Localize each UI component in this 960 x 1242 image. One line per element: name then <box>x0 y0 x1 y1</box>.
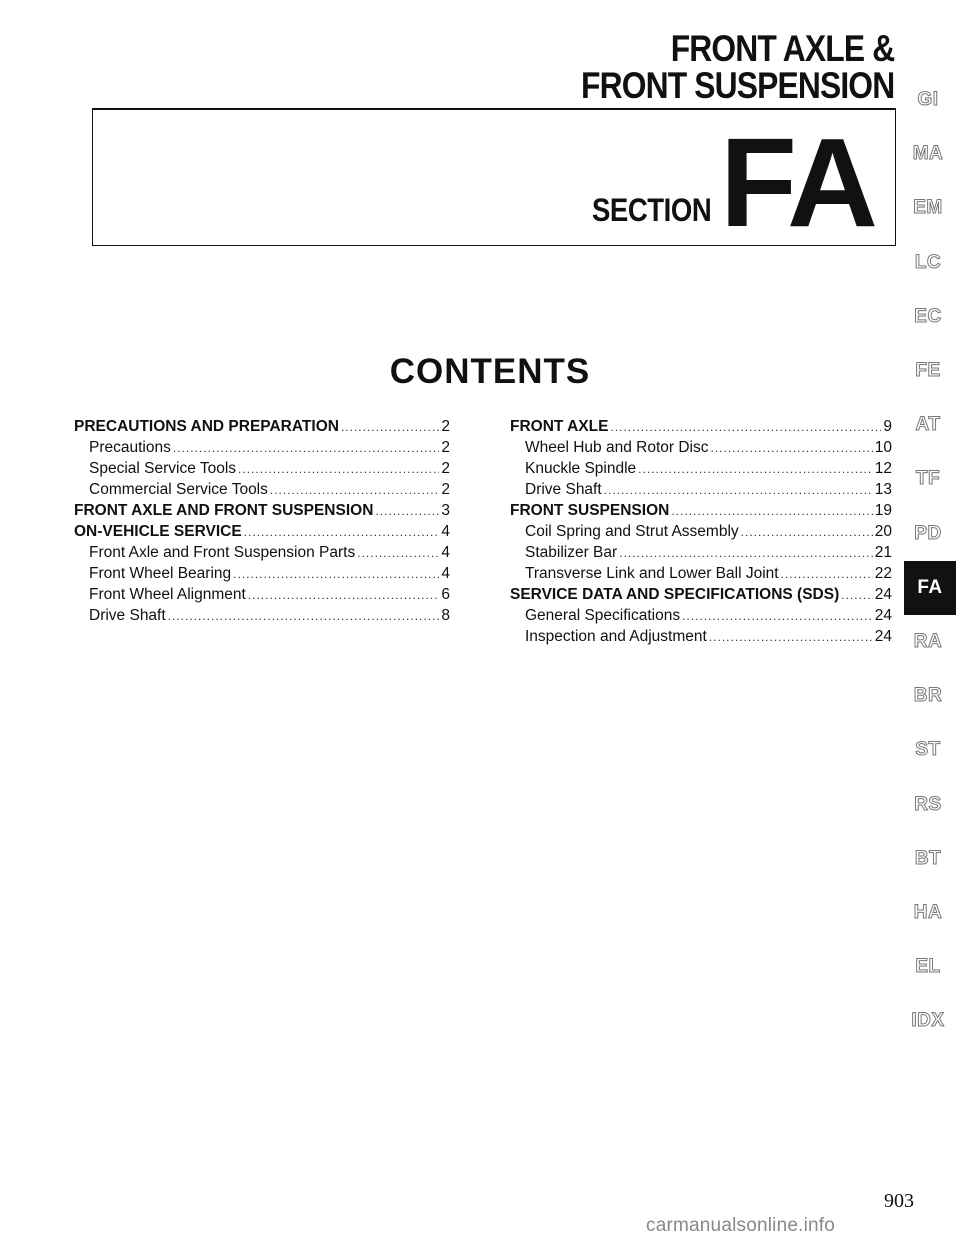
watermark: carmanualsonline.info <box>646 1215 836 1236</box>
toc-entry-title: SERVICE DATA AND SPECIFICATIONS (SDS) <box>510 586 840 603</box>
toc-entry-title: Precautions <box>89 439 171 456</box>
toc-leader-dots <box>682 609 873 623</box>
section-title-line-2: FRONT SUSPENSION <box>580 65 894 106</box>
section-tab-lc[interactable]: LC <box>914 251 942 273</box>
toc-entry-page: 4 <box>441 544 450 561</box>
section-title-line-1: FRONT AXLE & <box>670 28 894 69</box>
toc-entry-title: Commercial Service Tools <box>89 481 268 498</box>
toc-entry-title: FRONT AXLE AND FRONT SUSPENSION <box>74 502 374 519</box>
toc-entry[interactable] <box>510 502 892 523</box>
toc-entry-page: 12 <box>874 460 892 477</box>
toc-leader-dots <box>270 483 439 497</box>
toc-entry-title: Knuckle Spindle <box>525 460 637 477</box>
section-tab-ha[interactable]: HA <box>913 902 943 923</box>
toc-entry-page: 22 <box>874 565 892 582</box>
toc-entry-title: Inspection and Adjustment <box>525 628 707 645</box>
toc-entry[interactable] <box>74 439 450 460</box>
toc-leader-dots <box>238 462 439 476</box>
toc-entry-title: PRECAUTIONS AND PREPARATION <box>74 418 339 435</box>
toc-entry-title: Wheel Hub and Rotor Disc <box>525 439 709 456</box>
toc-entry[interactable] <box>74 460 450 481</box>
section-tab-ma[interactable]: MA <box>912 143 944 165</box>
toc-leader-dots <box>741 525 873 539</box>
section-tab-fe[interactable]: FE <box>915 360 941 381</box>
section-tab-gi[interactable]: GI <box>917 89 939 110</box>
toc-entry-page: 4 <box>441 565 450 582</box>
toc-entry-page: 24 <box>874 607 892 624</box>
section-tab-br[interactable]: BR <box>913 685 943 707</box>
section-tab-ra[interactable]: RA <box>913 631 943 652</box>
toc-entry[interactable] <box>74 586 450 607</box>
toc-entry[interactable] <box>510 628 892 649</box>
toc-entry[interactable] <box>74 523 450 544</box>
toc-leader-dots <box>341 420 439 434</box>
section-tab-rs[interactable]: RS <box>914 793 942 815</box>
toc-entry-page: 20 <box>874 523 892 540</box>
toc-entry-page: 13 <box>874 481 892 498</box>
section-tab-el[interactable]: EL <box>915 956 941 978</box>
toc-entry[interactable] <box>510 481 892 502</box>
toc-entry-page: 9 <box>883 418 892 435</box>
section-tab-em[interactable]: EM <box>913 197 943 219</box>
toc-leader-dots <box>638 462 873 476</box>
toc-entry-title: Transverse Link and Lower Ball Joint <box>525 565 779 582</box>
toc-leader-dots <box>619 546 873 560</box>
toc-entry-page: 21 <box>874 544 892 561</box>
toc-entry[interactable] <box>74 502 450 523</box>
toc-entry-title: ON-VEHICLE SERVICE <box>74 523 242 540</box>
toc-entry-title: Coil Spring and Strut Assembly <box>525 523 739 540</box>
toc-leader-dots <box>248 588 440 602</box>
section-tab-at[interactable]: AT <box>915 414 941 436</box>
toc-entry-page: 2 <box>441 460 450 477</box>
toc-entry[interactable] <box>74 565 450 586</box>
section-code: FA <box>720 112 876 253</box>
toc-entry-page: 3 <box>441 502 450 519</box>
section-label: SECTION <box>592 192 712 228</box>
toc-entry-title: FRONT AXLE <box>510 418 609 435</box>
toc-entry-title: Drive Shaft <box>525 481 602 498</box>
toc-entry[interactable] <box>510 418 892 439</box>
toc-entry-page: 2 <box>441 439 450 456</box>
toc-entry-title: Stabilizer Bar <box>525 544 618 561</box>
toc-entry-title: Drive Shaft <box>89 607 166 624</box>
toc-entry-title: FRONT SUSPENSION <box>510 502 670 519</box>
section-tab-tf[interactable]: TF <box>915 468 941 490</box>
toc-leader-dots <box>781 567 873 581</box>
toc-entry[interactable] <box>74 481 450 502</box>
toc-leader-dots <box>244 525 440 539</box>
toc-entry[interactable] <box>74 544 450 565</box>
toc-entry-title: Front Axle and Front Suspension Parts <box>89 544 356 561</box>
toc-entry[interactable] <box>510 439 892 460</box>
toc-leader-dots <box>173 441 440 455</box>
toc-entry-title: Special Service Tools <box>89 460 237 477</box>
toc-entry-page: 19 <box>874 502 892 519</box>
toc-entry[interactable] <box>510 607 892 628</box>
toc-leader-dots <box>375 504 439 518</box>
section-title <box>581 30 894 104</box>
toc-entry-page: 2 <box>441 481 450 498</box>
toc-leader-dots <box>357 546 439 560</box>
section-tab-fa[interactable]: FA <box>904 561 956 615</box>
toc-entry[interactable] <box>510 565 892 586</box>
toc-entry-page: 24 <box>874 628 892 645</box>
toc-entry-page: 10 <box>874 439 892 456</box>
toc-entry[interactable] <box>510 460 892 481</box>
section-tab-bt[interactable]: BT <box>914 847 942 869</box>
toc-entry-page: 6 <box>441 586 450 603</box>
toc-entry[interactable] <box>510 523 892 544</box>
toc-entry[interactable] <box>510 586 892 607</box>
toc-entry-page: 24 <box>874 586 892 603</box>
toc-leader-dots <box>711 441 873 455</box>
section-tab-idx[interactable]: IDX <box>911 1010 945 1032</box>
toc-leader-dots <box>610 420 881 434</box>
toc-entry-title: Front Wheel Alignment <box>89 586 246 603</box>
toc-entry[interactable] <box>510 544 892 565</box>
toc-leader-dots <box>671 504 872 518</box>
page-number: 903 <box>884 1190 914 1212</box>
contents-heading: CONTENTS <box>389 352 591 391</box>
toc-right-column <box>510 418 892 649</box>
toc-entry-page: 4 <box>441 523 450 540</box>
toc-leader-dots <box>604 483 873 497</box>
toc-left-column <box>74 418 450 628</box>
toc-entry-title: General Specifications <box>525 607 681 624</box>
toc-entry-page: 8 <box>441 607 450 624</box>
toc-entry[interactable] <box>74 607 450 628</box>
toc-leader-dots <box>168 609 440 623</box>
section-tab-pd[interactable]: PD <box>914 522 942 544</box>
toc-entry-page: 2 <box>441 418 450 435</box>
section-tab-ec[interactable]: EC <box>914 305 942 327</box>
toc-leader-dots <box>709 630 873 644</box>
toc-leader-dots <box>233 567 439 581</box>
section-tab-st[interactable]: ST <box>915 739 941 761</box>
toc-entry-title: Front Wheel Bearing <box>89 565 232 582</box>
toc-entry[interactable] <box>74 418 450 439</box>
toc-leader-dots <box>841 588 872 602</box>
